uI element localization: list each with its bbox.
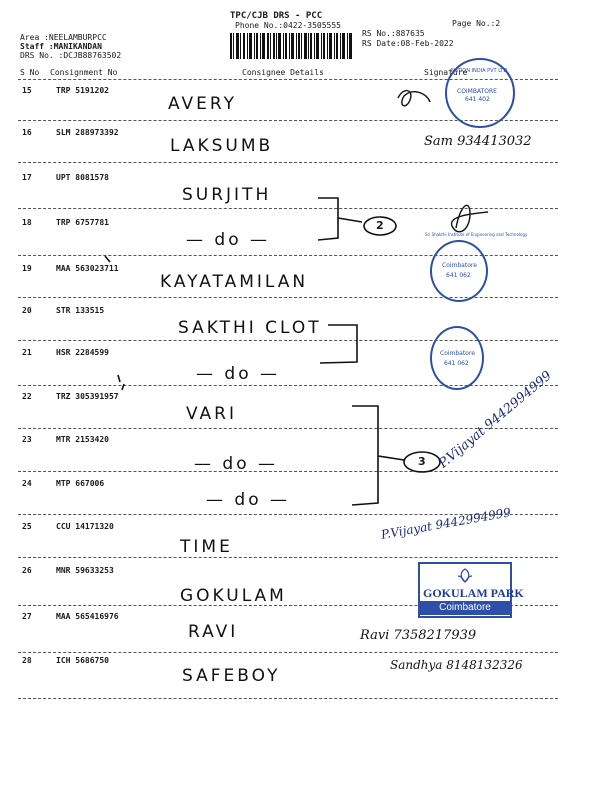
consignment-number: TRP 5191202: [56, 86, 109, 95]
stamp-code: 641 402: [465, 96, 490, 103]
phone-number: Phone No.:0422-3505555: [235, 21, 341, 30]
consignee-handwritten: LAKSUMB: [170, 136, 274, 156]
company-seal-stamp: [445, 58, 515, 128]
row-number: 18: [22, 218, 32, 227]
column-header-consignment: Consignment No: [50, 68, 118, 77]
row-number: 25: [22, 522, 32, 531]
row-number: 20: [22, 306, 32, 315]
row-number: 27: [22, 612, 32, 621]
signature-25: P.Vijayat 9442994999: [380, 505, 512, 542]
column-header-sno: S No: [20, 68, 40, 77]
stamp-ring-text: NATION INDIA PVT LTD: [451, 68, 508, 74]
area-label: Area :NEELAMBURPCC: [20, 33, 107, 42]
consignee-handwritten: AVERY: [168, 94, 238, 114]
row-number: 22: [22, 392, 32, 401]
logo-name: GOKULAM PARK: [423, 586, 524, 600]
consignee-handwritten: RAVI: [188, 622, 239, 642]
consignment-number: STR 133515: [56, 306, 105, 315]
gokulam-park-logo: [418, 562, 524, 618]
consignment-number: MTR 2153420: [56, 435, 109, 444]
row-number: 24: [22, 479, 32, 488]
consignee-handwritten: VARI: [186, 404, 237, 424]
consignee-handwritten: — do —: [186, 230, 270, 250]
signature-27: Ravi 7358217939: [360, 628, 477, 643]
consignee-handwritten: KAYATAMILAN: [160, 272, 309, 292]
row-number: 15: [22, 86, 32, 95]
page-number: Page No.:2: [452, 19, 501, 28]
stamp-city: Coimbatore: [440, 350, 475, 357]
staff-label: Staff :MANIKANDAN: [20, 42, 102, 51]
consignment-number: TRZ 305391957: [56, 392, 119, 401]
consignment-number: ICH 5686750: [56, 656, 109, 665]
rs-date: RS Date:08-Feb-2022: [362, 39, 454, 48]
row-number: 28: [22, 656, 32, 665]
consignee-handwritten: — do —: [196, 364, 280, 384]
drs-number: DRS No. :DCJB88763502: [20, 51, 122, 60]
consignee-handwritten: — do —: [194, 454, 278, 474]
stamp-code: 641 062: [446, 272, 471, 279]
consignee-handwritten: — do —: [206, 490, 290, 510]
consignment-number: CCU 14171320: [56, 522, 114, 531]
consignment-number: MAA 563023711: [56, 264, 119, 273]
consignee-handwritten: SURJITH: [182, 185, 272, 205]
group-number-3: 3: [418, 455, 426, 468]
consignee-handwritten: TIME: [180, 537, 233, 557]
consignment-number: MNR 59633253: [56, 566, 114, 575]
consignment-number: MTP 667006: [56, 479, 105, 488]
row-number: 19: [22, 264, 32, 273]
row-number: 16: [22, 128, 32, 137]
row-number: 21: [22, 348, 32, 357]
consignment-number: HSR 2284599: [56, 348, 109, 357]
consignee-handwritten: SAFEBOY: [182, 666, 281, 686]
group-number-2: 2: [376, 219, 384, 232]
logo-city: Coimbatore: [420, 601, 510, 615]
consignment-number: UPT 8081578: [56, 173, 109, 182]
consignee-handwritten: GOKULAM: [180, 586, 287, 606]
rs-number: RS No.:887635: [362, 29, 425, 38]
stamp-city: Coimbatore: [442, 262, 477, 269]
column-header-signature: Signature: [424, 68, 468, 77]
consignee-handwritten: SAKTHI CLOT: [178, 318, 322, 338]
consignment-number: SLM 288973392: [56, 128, 119, 137]
signature-23: P.Vijayat 9442994999: [436, 368, 555, 472]
signature-28: Sandhya 8148132326: [390, 658, 523, 672]
signature-16: Sam 934413032: [424, 134, 532, 149]
document-title: TPC/CJB DRS - PCC: [230, 11, 323, 21]
college-seal-stamp-2: [430, 326, 484, 390]
stamp-code: 641 062: [444, 360, 469, 367]
ornament-icon: [456, 568, 474, 584]
college-ring-text: Sri Shakthi Institute of Engineering and Technology: [425, 232, 528, 237]
row-number: 17: [22, 173, 32, 182]
consignment-number: MAA 565416976: [56, 612, 119, 621]
consignment-number: TRP 6757781: [56, 218, 109, 227]
row-number: 26: [22, 566, 32, 575]
college-seal-stamp: [430, 240, 488, 302]
stamp-city: COIMBATORE: [457, 88, 497, 95]
column-header-consignee: Consignee Details: [242, 68, 324, 77]
row-number: 23: [22, 435, 32, 444]
